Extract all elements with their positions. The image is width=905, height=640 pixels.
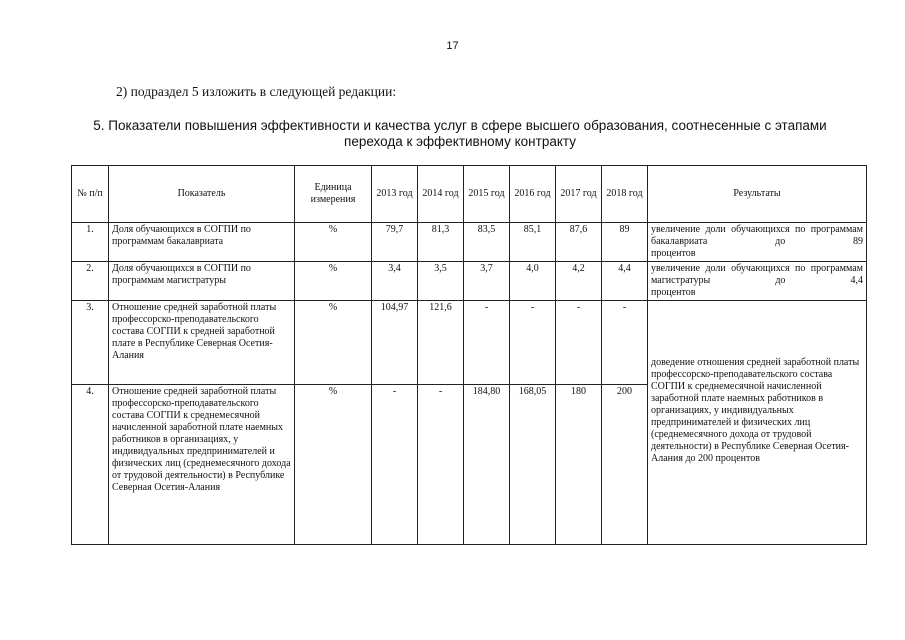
cell-2016: 4,0 bbox=[510, 262, 556, 301]
table-row bbox=[72, 301, 867, 385]
cell-2017: 87,6 bbox=[556, 223, 602, 262]
section-heading-line2: перехода к эффективному контракту bbox=[344, 134, 576, 149]
cell-indicator: Отношение средней заработной платы профессорско-преподавательского состава СОГПИ к средней заработной плате в Республике Северная Осетия-Алания bbox=[109, 301, 295, 385]
cell-indicator: Доля обучающихся в СОГПИ по программам бакалавриата bbox=[109, 223, 295, 262]
header-2014: 2014 год bbox=[418, 166, 464, 223]
header-2015: 2015 год bbox=[464, 166, 510, 223]
header-num: № п/п bbox=[72, 166, 109, 223]
cell-result-text: увеличение доли обучающихся по программам магистратуры до 4,4 bbox=[651, 263, 863, 286]
cell-2018: 4,4 bbox=[602, 262, 648, 301]
cell-2014: 3,5 bbox=[418, 262, 464, 301]
indicators-table bbox=[71, 165, 867, 545]
cell-2017: - bbox=[556, 301, 602, 385]
cell-2013: 104,97 bbox=[372, 301, 418, 385]
cell-unit: % bbox=[295, 385, 372, 545]
cell-2015: 83,5 bbox=[464, 223, 510, 262]
cell-num: 4. bbox=[72, 385, 109, 545]
cell-2014: 81,3 bbox=[418, 223, 464, 262]
cell-2016: - bbox=[510, 301, 556, 385]
cell-2013: 3,4 bbox=[372, 262, 418, 301]
table-row bbox=[72, 262, 867, 301]
cell-result-tail: процентов bbox=[651, 248, 696, 259]
header-2013: 2013 год bbox=[372, 166, 418, 223]
cell-2017: 4,2 bbox=[556, 262, 602, 301]
header-results: Результаты bbox=[648, 166, 867, 223]
header-2018: 2018 год bbox=[602, 166, 648, 223]
cell-result-text: увеличение доли обучающихся по программам бакалавриата до 89 bbox=[651, 224, 863, 247]
cell-2018: 89 bbox=[602, 223, 648, 262]
cell-indicator: Доля обучающихся в СОГПИ по программам магистратуры bbox=[109, 262, 295, 301]
cell-unit: % bbox=[295, 262, 372, 301]
cell-2017: 180 bbox=[556, 385, 602, 545]
cell-2016: 168,05 bbox=[510, 385, 556, 545]
cell-2015: - bbox=[464, 301, 510, 385]
cell-unit: % bbox=[295, 301, 372, 385]
cell-2014: 121,6 bbox=[418, 301, 464, 385]
page-number: 17 bbox=[446, 40, 459, 52]
cell-unit: % bbox=[295, 223, 372, 262]
cell-result bbox=[648, 223, 867, 262]
cell-indicator: Отношение средней заработной платы профессорско-преподавательского состава СОГПИ к среднемесячной начисленной заработной плате наемных работников в организациях, у индивидуальных предпринимателей и физических лиц (среднемесячного дохода от трудовой деятельности) в Республике Северная Осетия-Алания bbox=[109, 385, 295, 545]
section-heading-line1: 5. Показатели повышения эффективности и качества услуг в сфере высшего образования, соотнесенные с этапами bbox=[93, 118, 827, 133]
cell-2013: - bbox=[372, 385, 418, 545]
table-header-row bbox=[72, 166, 867, 223]
cell-2018: - bbox=[602, 301, 648, 385]
header-2017: 2017 год bbox=[556, 166, 602, 223]
header-2016: 2016 год bbox=[510, 166, 556, 223]
cell-num: 1. bbox=[72, 223, 109, 262]
cell-2018: 200 bbox=[602, 385, 648, 545]
cell-num: 3. bbox=[72, 301, 109, 385]
header-unit: Единица измерения bbox=[295, 166, 372, 223]
section-heading bbox=[60, 118, 860, 150]
header-indicator: Показатель bbox=[109, 166, 295, 223]
cell-result-merged: доведение отношения средней заработной платы профессорско-преподавательского состава СОГПИ к среднемесячной начисленной заработной плате наемных работников в организациях, у индивидуальных предпринимателей и физических лиц (среднемесячного дохода от трудовой деятельности) в Республике Северная Осетия-Алания до 200 процентов bbox=[648, 301, 867, 545]
cell-result bbox=[648, 262, 867, 301]
intro-paragraph: 2) подраздел 5 изложить в следующей редакции: bbox=[116, 84, 397, 99]
cell-2013: 79,7 bbox=[372, 223, 418, 262]
cell-2016: 85,1 bbox=[510, 223, 556, 262]
cell-2015: 184,80 bbox=[464, 385, 510, 545]
cell-2015: 3,7 bbox=[464, 262, 510, 301]
cell-2014: - bbox=[418, 385, 464, 545]
cell-result-tail: процентов bbox=[651, 287, 696, 298]
cell-num: 2. bbox=[72, 262, 109, 301]
table-row bbox=[72, 223, 867, 262]
